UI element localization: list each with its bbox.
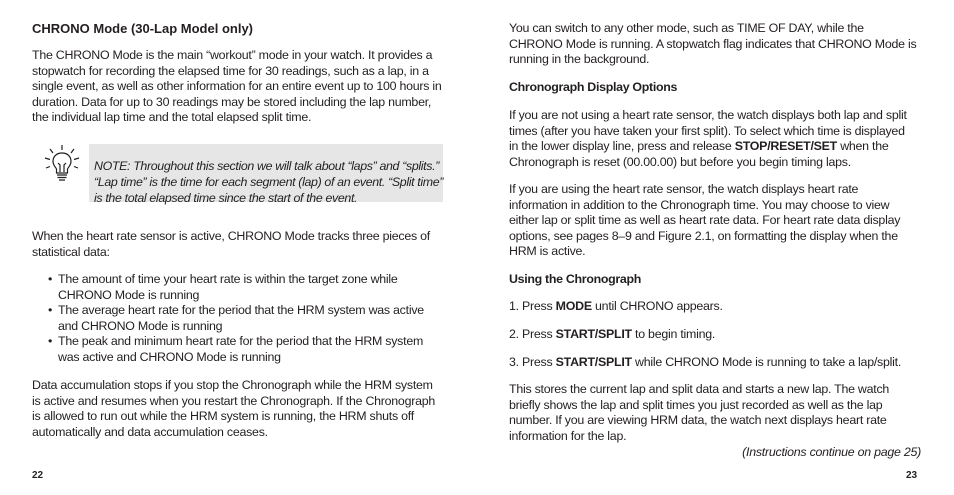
start-split-key: START/SPLIT: [555, 355, 632, 369]
display-options-heading: Chronograph Display Options: [509, 80, 678, 94]
page-number-left: 22: [32, 470, 44, 481]
step-2: 2. Press START/SPLIT to begin timing.: [509, 327, 716, 341]
intro-paragraph: The CHRONO Mode is the main “workout” mode in your watch. It provides a stopwatch for recording the elapsed time for 30 readings, such as a lap, in a single event, as well as other information for an entire event up to 100 hours in duration. Data for up to 30 readings may be stored including the lap number, the individual lap time and the total elapsed split time.: [32, 48, 442, 125]
note-box: [89, 144, 444, 205]
page-number-right: 23: [906, 470, 918, 481]
mode-key: MODE: [555, 299, 592, 313]
step-1: 1. Press MODE until CHRONO appears.: [509, 299, 723, 313]
display-options-paragraph-1: If you are not using a heart rate sensor, the watch displays both lap and split times (after you have taken your first split). To select which time is displayed in the lower display line, press and release STOP/RESET/SET when the Chronograph is reset (00.00.00) but before you begin timing laps.: [509, 108, 907, 169]
stores-paragraph: This stores the current lap and split data and starts a new lap. The watch briefly shows the lap and split times you just recorded as well as the lap number. If you are viewing HRM data, the watch next displays heart rate information for the lap.: [509, 382, 890, 443]
stop-reset-set-key: STOP/RESET/SET: [734, 139, 837, 154]
lightbulb-icon: [42, 144, 82, 184]
switch-paragraph: You can switch to any other mode, such as TIME OF DAY, while the CHRONO Mode is running. A stopwatch flag indicates that CHRONO Mode is running in the background.: [509, 21, 917, 67]
step-3: 3. Press START/SPLIT while CHRONO Mode is running to take a lap/split.: [509, 355, 902, 369]
list-item: • The peak and minimum heart rate for the period that the HRM system was active and CHRONO Mode is running: [32, 334, 444, 365]
continue-note: (Instructions continue on page 25): [742, 445, 921, 459]
using-chronograph-heading: Using the Chronograph: [509, 272, 642, 286]
accumulation-paragraph: Data accumulation stops if you stop the Chronograph while the HRM system is active and resumes when you restart the Chronograph. If the Chronograph is allowed to run out while the HRM system is running, the HRM shuts off automatically and data accumulation ceases.: [32, 378, 436, 439]
display-options-paragraph-2: If you are using the heart rate sensor, the watch displays heart rate information in addition to the Chronograph time. You may choose to view either lap or split time as well as heart rate data. For heart rate data display options, see pages 8–9 and Figure 2.1, on formatting the display when the HRM is active.: [509, 182, 901, 259]
start-split-key: START/SPLIT: [555, 327, 632, 341]
list-item: • The amount of time your heart rate is within the target zone while CHRONO Mode is running: [32, 272, 444, 303]
hrm-intro-paragraph: When the heart rate sensor is active, CHRONO Mode tracks three pieces of statistical data:: [32, 229, 430, 259]
note-text: NOTE: Throughout this section we will talk about “laps” and “splits.” “Lap time” is the time for each segment (lap) of an event. “Split time” is the total elapsed time since the start of the event.: [94, 159, 444, 205]
list-item: • The average heart rate for the period that the HRM system was active and CHRONO Mode is running: [32, 303, 444, 334]
section-heading: CHRONO Mode (30-Lap Model only): [32, 21, 253, 36]
stats-bullet-list: [32, 272, 444, 366]
